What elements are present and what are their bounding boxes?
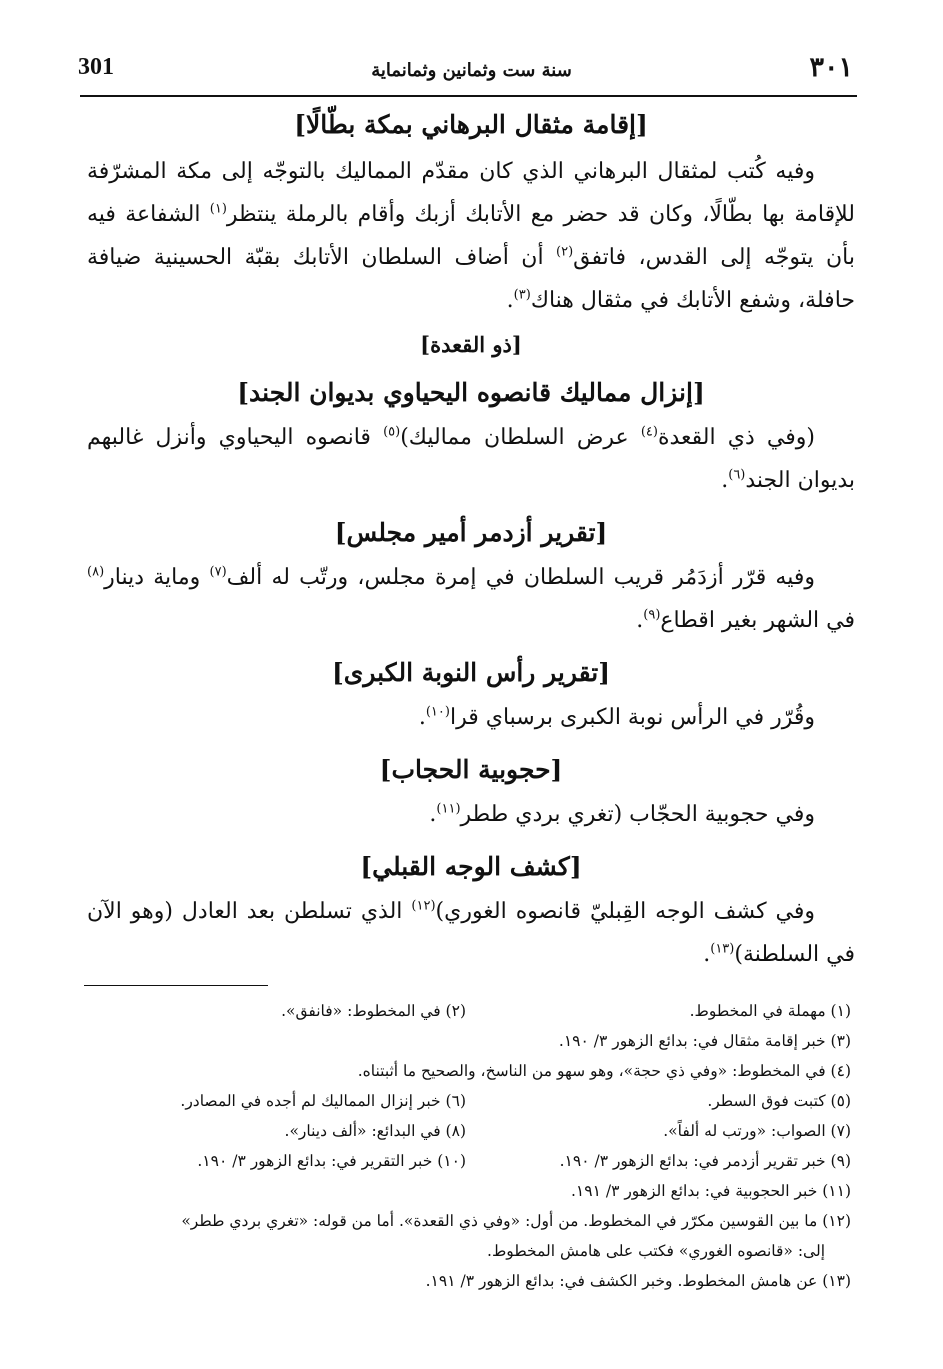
footnote: (١١) خبر الحجوبية في: بدائع الزهور ٣/ ١٩١. <box>570 1182 851 1200</box>
footnote-ref: (١) <box>209 201 227 217</box>
footnote-row <box>81 1236 851 1266</box>
footnote-row <box>81 1266 851 1296</box>
page-number-arabic: ٣٠١ <box>809 52 853 83</box>
footnote: (٤) في المخطوط: «وفي ذي حجة»، وهو سهو من الناسخ، والصحيح ما أثبتناه. <box>357 1062 851 1080</box>
footnote-row <box>81 1026 851 1056</box>
footnote: (١) مهملة في المخطوط. <box>689 1002 851 1020</box>
text-run: وقُرّر في الرأس نوبة الكبرى برسباي قرا <box>449 705 815 730</box>
footnote-row <box>81 1176 851 1206</box>
footnote-row <box>81 996 851 1026</box>
section-title: [إنزال مماليك قانصوه اليحياوي بديوان الجند] <box>237 378 705 407</box>
text-run: الشفاعة فيه بأن يتوجّه إلى القدس، فاتفق <box>87 202 855 270</box>
footnote-ref: (٦) <box>728 467 746 483</box>
footnote: (٣) خبر إقامة مثقال في: بدائع الزهور ٣/ ١٩٠. <box>558 1032 851 1050</box>
footnote-row <box>81 1206 851 1236</box>
footnote-continuation: إلى: «قانصوه الغوري» فكتب على هامش المخطوط. <box>487 1242 825 1260</box>
text-run: أن أضاف السلطان الأتابك بقبّة الحسينية ضيافة حافلة، وشفع الأتابك في مثقال هناك <box>87 245 855 313</box>
paragraph <box>87 793 855 836</box>
footnote-row <box>81 1116 851 1146</box>
footnote: (١٣) عن هامش المخطوط. وخبر الكشف في: بدائع الزهور ٣/ ١٩١. <box>425 1272 851 1290</box>
running-header <box>78 52 865 92</box>
text-run: وفيه كُتب لمثقال البرهاني الذي كان مقدّم المماليك بالتوجّه إلى مكة المشرّفة للإقامة بها بطّالًا، وكان قد حضر مع الأتابك أزبك وأقام بالرملة ينتظر <box>87 159 855 227</box>
footnote-row <box>81 1056 851 1086</box>
text-run: وفي كشف الوجه القِبليّ قانصوه الغوري) <box>435 899 815 924</box>
footnote-row <box>81 1146 851 1176</box>
text-run: في الشهر بغير اقطاع <box>660 608 855 633</box>
paragraph <box>87 416 855 502</box>
footnote: (٥) كتبت فوق السطر. <box>707 1092 851 1110</box>
footnote: (٩) خبر تقرير أزدمر في: بدائع الزهور ٣/ ١٩٠. <box>559 1152 851 1170</box>
footnote-ref: (١١) <box>436 801 461 817</box>
footnote-row <box>81 1086 851 1116</box>
footnote-ref: (١٠) <box>425 704 450 720</box>
section-title: [تقرير رأس النوبة الكبرى] <box>331 658 611 687</box>
section-title: [إقامة مثقال البرهاني بمكة بطّالًا] <box>294 110 648 139</box>
footnote: (٨) في البدائع: «ألف دينار». <box>284 1122 466 1140</box>
footnote: (١٢) ما بين القوسين مكرّر في المخطوط. من أول: «وفي ذي القعدة». أما من قوله: «تغري بردي ططر» <box>181 1212 851 1230</box>
text-run: وفيه قرّر أزدَمُر قريب السلطان في إمرة مجلس، ورتّب له ألف <box>226 565 815 590</box>
footnote-ref: (١٣) <box>710 941 735 957</box>
page-number-latin: 301 <box>78 54 114 80</box>
footnote-ref: (١٢) <box>411 898 436 914</box>
footnote-ref: (٢) <box>556 244 574 260</box>
header-rule <box>80 95 857 97</box>
text-run: وماية دينار <box>104 565 210 590</box>
text-run: . <box>636 608 644 633</box>
month-heading: [ذو القعدة] <box>420 332 522 357</box>
main-text <box>87 108 855 976</box>
section-title: [حجوبية الحجاب] <box>379 755 563 784</box>
paragraph <box>87 556 855 642</box>
text-run: قانصوه اليحياوي وأنزل غالبهم بديوان الجند <box>87 425 855 493</box>
footnote-ref: (٥) <box>383 424 401 440</box>
footnote: (٦) خبر إنزال المماليك لم أجده في المصادر. <box>180 1092 466 1110</box>
text-run: عرض السلطان مماليك) <box>400 425 641 450</box>
text-run: الذي تسلطن بعد العادل (وهو الآن في السلطنة) <box>87 899 855 967</box>
text-run: (وفي ذي القعدة <box>657 425 815 450</box>
paragraph <box>87 150 855 322</box>
text-run: . <box>703 942 711 967</box>
text-run: . <box>429 802 437 827</box>
footnote-ref: (٧) <box>209 564 227 580</box>
footnote: (٧) الصواب: «ورتب له ألفاً». <box>663 1122 851 1140</box>
footnote-ref: (٨) <box>87 564 105 580</box>
paragraph <box>87 696 855 739</box>
text-run: . <box>418 705 426 730</box>
section-title: [كشف الوجه القبلي] <box>360 852 582 881</box>
footnotes <box>81 996 851 1296</box>
text-run: . <box>721 468 729 493</box>
paragraph <box>87 890 855 976</box>
footnote-ref: (٤) <box>640 424 658 440</box>
footnote: (٢) في المخطوط: «فانفق». <box>281 1002 466 1020</box>
footnote-separator <box>84 985 268 986</box>
footnote-ref: (٣) <box>513 287 531 303</box>
text-run: وفي حجوبية الحجّاب (تغري بردي ططر <box>460 802 815 827</box>
running-title: سنة ست وثمانين وثمانماية <box>371 60 572 81</box>
footnote: (١٠) خبر التقرير في: بدائع الزهور ٣/ ١٩٠. <box>197 1152 466 1170</box>
section-title: [تقرير أزدمر أمير مجلس] <box>334 518 608 547</box>
text-run: . <box>506 288 514 313</box>
footnote-ref: (٩) <box>643 607 661 623</box>
